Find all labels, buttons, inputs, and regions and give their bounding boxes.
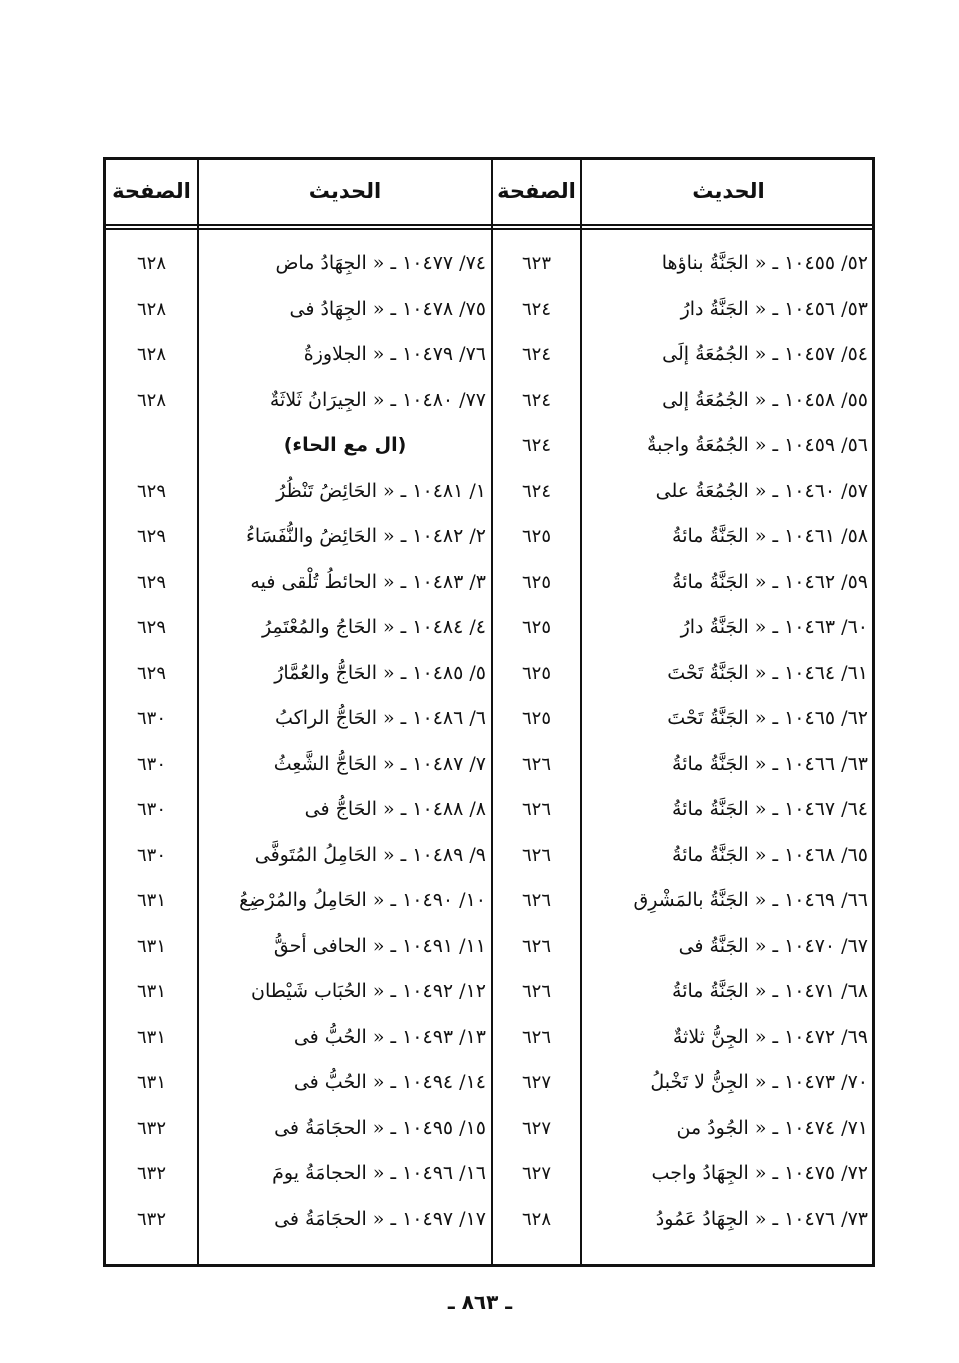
table-row [106,287,872,333]
table-row [106,332,872,378]
left-page-cell: ٦٢٩ [136,526,166,547]
right-hadith-cell: ٦٠/ ١٠٤٦٣ ـ « الجَنَّةُ دارُ [680,616,868,638]
page-number: ـ ٨٦٣ ـ [447,1290,513,1314]
right-page-cell: ٦٢٤ [521,298,551,320]
right-page-cell: ٦٢٤ [521,480,551,502]
table-row [106,969,872,1015]
left-hadith-cell: ٩/ ١٠٤٨٩ ـ « الحَامِلُ المُتَوفَّى [254,843,486,866]
right-hadith-cell: ٦٨/ ١٠٤٧١ ـ « الجَنَّةُ مائةُ [672,980,868,1002]
right-page-cell: ٦٢٤ [521,344,551,365]
header-hadith-left: الحديث [308,179,382,203]
right-page-cell: ٦٢٥ [521,617,551,638]
header-rule [106,224,872,226]
right-hadith-cell: ٥٩/ ١٠٤٦٢ ـ « الجَنَّةُ مائةُ [672,570,868,593]
left-page-cell: ٦٢٩ [136,617,166,638]
right-page-cell: ٦٢٦ [521,799,551,820]
right-page-cell: ٦٢٦ [521,844,551,866]
right-hadith-cell: ٦٦/ ١٠٤٦٩ ـ « الجَنَّةُ بالمَشْرِق [633,889,868,911]
table-row [106,878,872,924]
table-row [106,1060,872,1106]
right-hadith-cell: ٦٧/ ١٠٤٧٠ ـ « الجَنَّةُ فى [678,934,868,957]
left-hadith-cell: ٤/ ١٠٤٨٤ ـ « الحَاجُ والمُعْتَمِرُ [261,616,486,638]
right-page-cell: ٦٢٥ [521,708,551,729]
right-hadith-cell: ٥٥/ ١٠٤٥٨ ـ « الجُمُعَةُ إلى [662,388,868,411]
right-hadith-cell: ٥٤/ ١٠٤٥٧ ـ « الجُمُعَةُ إلَى [662,343,868,365]
header-page-right: الصفحة [497,179,576,203]
table-row [106,1197,872,1243]
table-row [106,560,872,606]
left-page-cell: ٦٣١ [136,1026,166,1048]
left-hadith-cell: ١٠/ ١٠٤٩٠ ـ « الحَامِلُ والمُرْضِعُ [239,889,486,911]
right-hadith-cell: ٦٣/ ١٠٤٦٦ ـ « الجَنَّةُ مائةُ [672,752,868,775]
left-hadith-cell: ٧٤/ ١٠٤٧٧ ـ « الجِهَادُ ماض [275,252,486,274]
right-page-cell: ٦٢٦ [521,753,551,775]
right-page-cell: ٦٢٤ [521,435,551,456]
right-page-cell: ٦٢٥ [521,526,551,547]
left-page-cell: ٦٣١ [136,1072,166,1093]
table-row [106,924,872,970]
right-page-cell: ٦٢٧ [521,1117,551,1139]
right-page-cell: ٦٢٦ [521,890,551,911]
table-row [106,605,872,651]
left-hadith-cell: ١٥/ ١٠٤٩٥ ـ « الحجَامَةُ فى [274,1116,486,1139]
right-hadith-cell: ٥٧/ ١٠٤٦٠ ـ « الجُمُعَةُ على [655,479,868,502]
section-heading: (ال مع الحاء) [283,434,407,456]
right-hadith-cell: ٥٨/ ١٠٤٦١ ـ « الجَنَّةُ مائةُ [672,525,868,547]
left-page-cell: ٦٣٠ [136,753,166,775]
hadith-index-table [103,157,875,1267]
left-hadith-cell: ١٣/ ١٠٤٩٣ ـ « الحُبُّ فى [293,1025,486,1048]
right-hadith-cell: ٥٢/ ١٠٤٥٥ ـ « الجَنَّةُ بناؤها [661,252,868,274]
right-hadith-cell: ٧٣/ ١٠٤٧٦ ـ « الجِهَادُ عَمُودُ [655,1207,868,1230]
left-hadith-cell: ٧/ ١٠٤٨٧ ـ « الحَاجُّ الشَّعِثُ [273,752,486,775]
right-page-cell: ٦٢٦ [521,981,551,1002]
table-row [106,514,872,560]
table-body [106,241,872,1242]
left-hadith-cell: ٥/ ١٠٤٨٥ ـ « الحَاجُّ والعُمَّارُ [274,661,486,684]
right-hadith-cell: ٥٣/ ١٠٤٥٦ ـ « الجَنَّةُ دارُ [680,297,868,320]
left-page-cell: ٦٣٠ [136,799,166,820]
table-row [106,1015,872,1061]
left-page-cell: ٦٢٨ [136,389,166,411]
table-row [106,1106,872,1152]
right-page-cell: ٦٢٧ [521,1163,551,1184]
right-hadith-cell: ٦٤/ ١٠٤٦٧ ـ « الجَنَّةُ مائةُ [672,798,868,820]
table-row [106,423,872,469]
right-page-cell: ٦٢٨ [521,1208,551,1230]
table-row [106,651,872,697]
left-page-cell: ٦٢٨ [136,344,166,365]
table-row [106,241,872,287]
table-row [106,696,872,742]
right-hadith-cell: ٥٦/ ١٠٤٥٩ ـ « الجُمُعَةُ واجبةٌ [646,434,868,456]
header-hadith-right: الحديث [692,179,765,203]
right-page-cell: ٦٢٣ [521,253,551,274]
right-page-cell: ٦٢٦ [521,1026,551,1048]
left-page-cell: ٦٣١ [136,935,166,957]
table-row [106,833,872,879]
table-row [106,742,872,788]
table-row [106,1151,872,1197]
right-hadith-cell: ٧١/ ١٠٤٧٤ ـ « الجُودُ من [676,1116,868,1139]
left-page-cell [106,423,197,469]
right-page-cell: ٦٢٥ [521,662,551,684]
right-page-cell: ٦٢٦ [521,935,551,957]
left-hadith-cell: ١/ ١٠٤٨١ ـ « الحَائِضُ تَنْظُرُ [276,479,486,502]
left-page-cell: ٦٣٠ [136,844,166,866]
left-page-cell: ٦٣٢ [136,1208,166,1230]
table-row [106,469,872,515]
left-hadith-cell: ٨/ ١٠٤٨٨ ـ « الحَاجُّ فى [304,798,486,820]
left-hadith-cell: ١٤/ ١٠٤٩٤ ـ « الحُبُّ فى [293,1071,486,1093]
right-hadith-cell: ٧٠/ ١٠٤٧٣ ـ « الجِنُّ لا تَخْبلُ [650,1071,868,1093]
left-page-cell: ٦٣١ [136,890,166,911]
left-hadith-cell: ٧٥/ ١٠٤٧٨ ـ « الجِهَادُ فى [289,297,486,320]
table-row [106,787,872,833]
right-page-cell: ٦٢٥ [521,571,551,593]
right-hadith-cell: ٧٢/ ١٠٤٧٥ ـ « الجِهَادُ واجب [651,1162,868,1184]
left-hadith-cell: ١٢/ ١٠٤٩٢ ـ « الحُبَاب شَيْطان [251,980,486,1002]
left-hadith-cell: ١١/ ١٠٤٩١ ـ « الحافى أحقُّ [273,934,486,957]
left-page-cell: ٦٢٩ [136,662,166,684]
left-page-cell: ٦٣٠ [136,708,166,729]
left-page-cell: ٦٣٢ [136,1163,166,1184]
left-page-cell: ٦٢٨ [136,298,166,320]
header-page-left: الصفحة [112,179,191,203]
left-page-cell: ٦٣١ [136,981,166,1002]
left-page-cell: ٦٢٩ [136,480,166,502]
right-hadith-cell: ٦٢/ ١٠٤٦٥ ـ « الجَنَّةُ تَحْتَ [667,707,868,729]
left-page-cell: ٦٣٢ [136,1117,166,1139]
right-hadith-cell: ٦٥/ ١٠٤٦٨ ـ « الجَنَّةُ مائةُ [672,843,868,866]
table-row [106,378,872,424]
right-hadith-cell: ٦٩/ ١٠٤٧٢ ـ « الجِنُّ ثلاثةٌ [672,1025,868,1048]
left-hadith-cell: ٧٦/ ١٠٤٧٩ ـ « الجلاوزةُ [303,343,486,365]
left-hadith-cell: ٦/ ١٠٤٨٦ ـ « الحَاجُّ الراكبُ [275,707,486,729]
left-page-cell: ٦٢٨ [136,253,166,274]
left-hadith-cell: ٣/ ١٠٤٨٣ ـ « الحائطُ تُلْقى فيه [250,570,486,593]
right-page-cell: ٦٢٤ [521,389,551,411]
right-hadith-cell: ٦١/ ١٠٤٦٤ ـ « الجَنَّةُ تَحْتَ [667,661,868,684]
header-rule [106,228,872,230]
left-hadith-cell: ٢/ ١٠٤٨٢ ـ « الحَائِضُ والنُّفَسَاءُ [246,525,486,547]
left-page-cell: ٦٢٩ [136,571,166,593]
left-hadith-cell: ٧٧/ ١٠٤٨٠ ـ « الجِيرَانُ ثَلاثَةٌ [269,388,486,411]
right-page-cell: ٦٢٧ [521,1072,551,1093]
left-hadith-cell: ١٦/ ١٠٤٩٦ ـ « الحجامَةُ يومَ [272,1162,486,1184]
left-hadith-cell: ١٧/ ١٠٤٩٧ ـ « الحجَامَةُ فى [274,1207,486,1230]
